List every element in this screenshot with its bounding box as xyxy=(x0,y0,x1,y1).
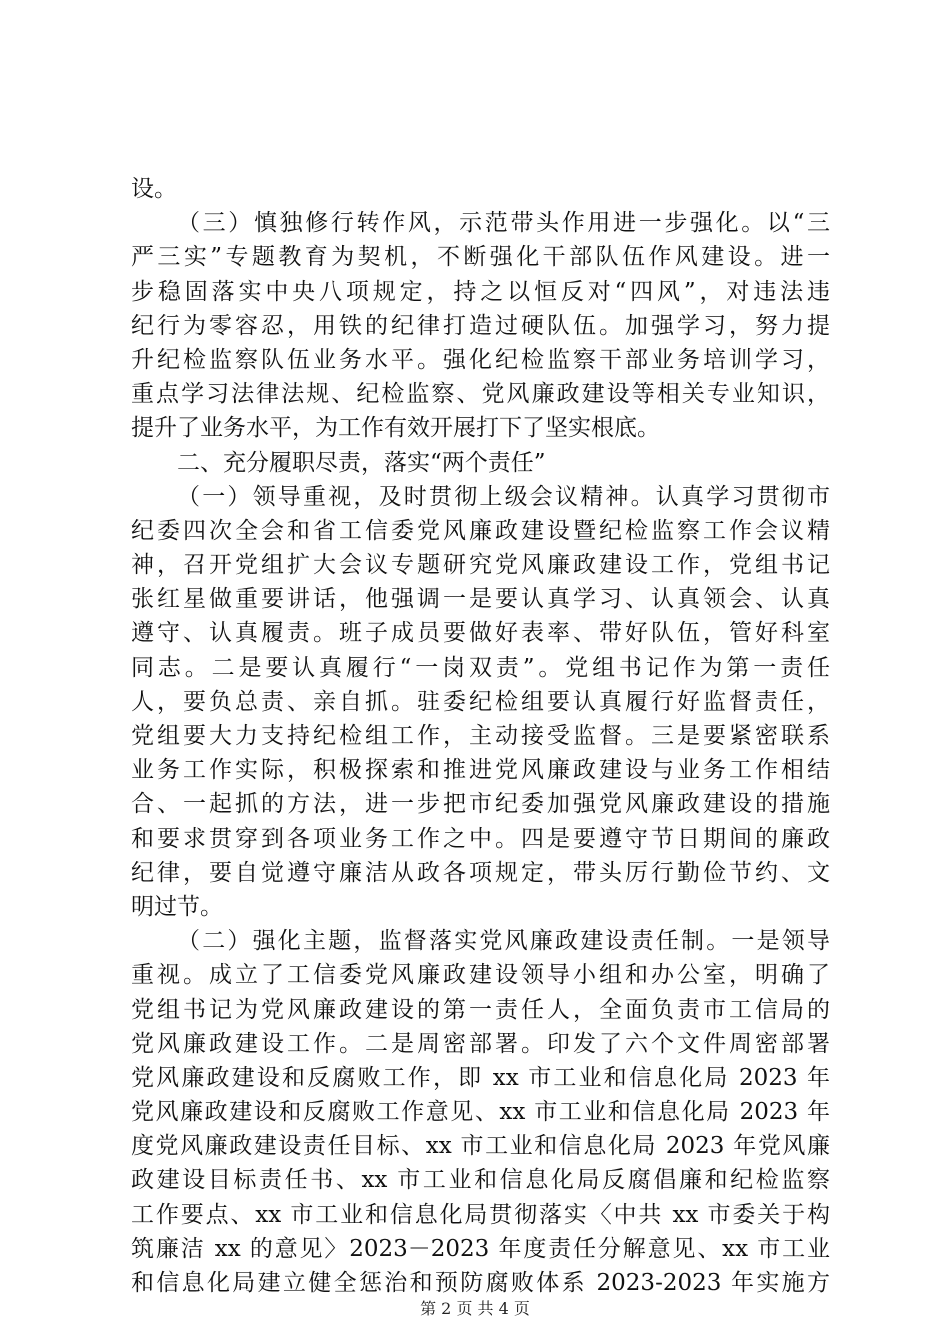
text-line: 业务工作实际，积极探索和推进党风廉政建设与业务工作相结 xyxy=(131,757,830,784)
text-line: 政建设目标责任书、xx 市工业和信息化局反腐倡廉和纪检监察 xyxy=(131,1167,830,1194)
text-line: 张红星做重要讲话，他强调一是要认真学习、认真领会、认真 xyxy=(131,586,830,613)
text-line: 纪委四次全会和省工信委党风廉政建设暨纪检监察工作会议精 xyxy=(131,517,830,544)
text-line: 重点学习法律法规、纪检监察、党风廉政建设等相关专业知识， xyxy=(131,381,830,408)
text-line: 度党风廉政建设责任目标、xx 市工业和信息化局 2023 年党风廉 xyxy=(131,1133,830,1160)
text-line: 明过节。 xyxy=(131,893,223,920)
text-line: 纪律，要自觉遵守廉洁从政各项规定，带头厉行勤俭节约、文 xyxy=(131,859,830,886)
text-line: （二）强化主题，监督落实党风廉政建设责任制。一是领导 xyxy=(177,928,830,955)
text-line: 筑廉洁 xx 的意见〉2023－2023 年度责任分解意见、xx 市工业 xyxy=(131,1235,830,1262)
text-line: 提升了业务水平，为工作有效开展打下了坚实根底。 xyxy=(131,415,660,442)
text-line: 党组书记为党风廉政建设的第一责任人，全面负责市工信局的 xyxy=(131,996,830,1023)
text-line: 设。 xyxy=(131,176,177,202)
text-line: 合、一起抓的方法，进一步把市纪委加强党风廉政建设的措施 xyxy=(131,791,830,818)
text-line: 和信息化局建立健全惩治和预防腐败体系 2023-2023 年实施方 xyxy=(131,1270,830,1296)
text-line: （三）慎独修行转作风，示范带头作用进一步强化。以“三 xyxy=(177,210,830,237)
section-heading: 二、充分履职尽责，落实“两个责任” xyxy=(177,449,546,476)
text-line: 遵守、认真履责。班子成员要做好表率、带好队伍，管好科室 xyxy=(131,620,830,647)
document-body xyxy=(131,172,830,1300)
text-line: 党风廉政建设和反腐败工作意见、xx 市工业和信息化局 2023 年 xyxy=(131,1099,830,1126)
text-line: （一）领导重视，及时贯彻上级会议精神。认真学习贯彻市 xyxy=(177,483,830,510)
text-line: 严三实”专题教育为契机，不断强化干部队伍作风建设。进一 xyxy=(131,244,830,271)
text-line: 重视。成立了工信委党风廉政建设领导小组和办公室，明确了 xyxy=(131,962,830,989)
text-line: 同志。二是要认真履行“一岗双责”。党组书记作为第一责任 xyxy=(131,654,830,681)
text-line: 党风廉政建设和反腐败工作，即 xx 市工业和信息化局 2023 年 xyxy=(131,1064,830,1091)
text-line: 人，要负总责、亲自抓。驻委纪检组要认真履行好监督责任， xyxy=(131,688,830,715)
text-line: 党组要大力支持纪检组工作，主动接受监督。三是要紧密联系 xyxy=(131,723,830,749)
text-line: 工作要点、xx 市工业和信息化局贯彻落实〈中共 xx 市委关于构 xyxy=(131,1201,830,1228)
text-line: 和要求贯穿到各项业务工作之中。四是要遵守节日期间的廉政 xyxy=(131,825,830,852)
text-line: 升纪检监察队伍业务水平。强化纪检监察干部业务培训学习， xyxy=(131,346,830,373)
text-line: 纪行为零容忍，用铁的纪律打造过硬队伍。加强学习，努力提 xyxy=(131,312,830,339)
text-line: 神，召开党组扩大会议专题研究党风廉政建设工作，党组书记 xyxy=(131,552,830,579)
page-footer: 第 2 页 共 4 页 xyxy=(420,1299,530,1318)
text-line: 步稳固落实中央八项规定，持之以恒反对“四风”，对违法违 xyxy=(131,278,830,305)
text-line: 党风廉政建设工作。二是周密部署。印发了六个文件周密部署 xyxy=(131,1030,830,1057)
